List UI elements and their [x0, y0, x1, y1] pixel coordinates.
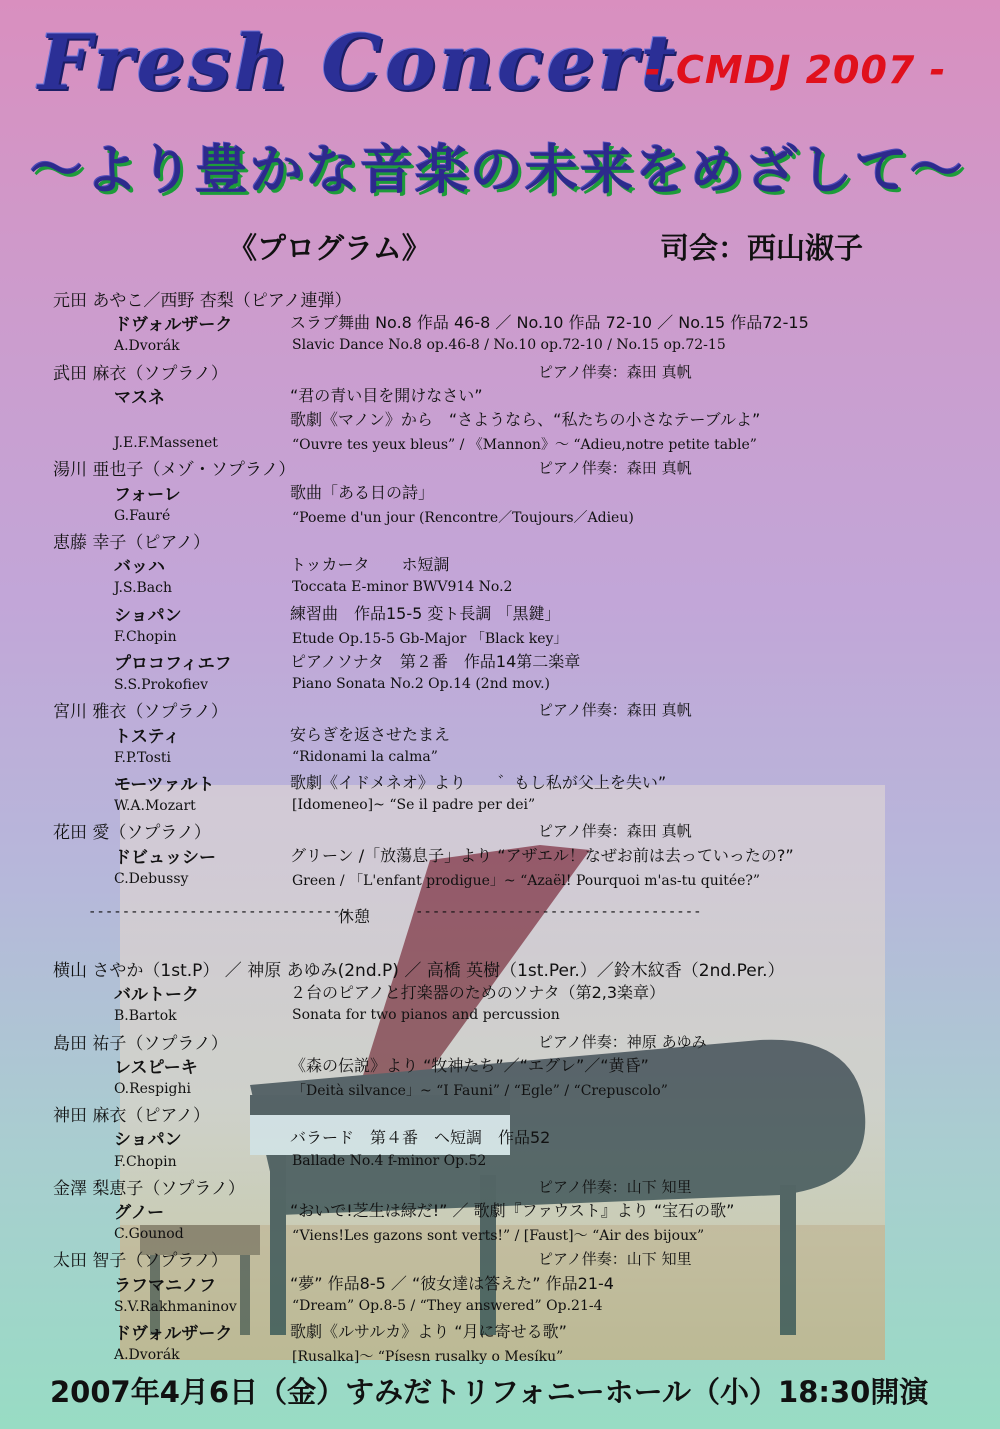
program-row — [0, 334, 1000, 358]
work-title-ja: 歌劇《マノン》から “さようなら、“私たちの小さなテーブルよ” — [290, 410, 761, 429]
work-title-ja: ２台のピアノと打楽器のためのソナタ（第2,3楽章） — [290, 983, 666, 1003]
performer-row — [0, 455, 1000, 479]
work-title-en: “Viens!Les gazons sont verts!” / [Faust]〜 “Air des bijoux” — [292, 1228, 705, 1245]
program-row — [0, 722, 1000, 746]
composer-name-ja: ドビュッシー — [114, 847, 216, 868]
work-title-ja: グリーン /「放蕩息子」より “アザエル！なぜお前は去っていったの?” — [290, 845, 794, 865]
performer-name: 神田 麻衣（ピアノ） — [53, 1106, 211, 1127]
work-title-ja: スラブ舞曲 No.8 作品 46-8 ／ No.10 作品 72-10 ／ No.15 作品72-15 — [290, 313, 809, 333]
composer-name-ja: トスティ — [114, 726, 181, 747]
composer-name-en: A.Dvorák — [114, 338, 180, 355]
program-row — [0, 649, 1000, 673]
composer-name-ja: ラフマニノフ — [114, 1275, 216, 1296]
composer-name-ja: マスネ — [114, 387, 165, 408]
performer-row — [0, 1101, 1000, 1125]
program-row — [0, 770, 1000, 794]
concert-subtitle: - CMDJ 2007 - — [645, 48, 947, 92]
program-row — [0, 504, 1000, 528]
work-title-en: Toccata E-minor BWV914 No.2 — [292, 579, 513, 596]
accompanist-name: ピアノ伴奏：森田 真帆 — [538, 459, 692, 478]
performer-row — [0, 359, 1000, 383]
performer-row — [0, 528, 1000, 552]
program-row — [0, 1125, 1000, 1149]
work-title-en: Slavic Dance No.8 op.46-8 / No.10 op.72-10 / No.15 op.72-15 — [292, 337, 726, 354]
intermission-dashes-right: ---------------------------------- — [415, 904, 702, 920]
work-title-ja: 歌曲「ある日の詩」 — [290, 482, 435, 502]
work-title-ja: “君の青い目を開けなさい” — [290, 385, 483, 405]
composer-name-ja: ショパン — [114, 605, 182, 626]
performer-name: 武田 麻衣（ソプラノ） — [53, 363, 228, 384]
program-row — [0, 1004, 1000, 1028]
intermission-dashes-left: ------------------------------- — [88, 904, 350, 920]
program-row — [0, 480, 1000, 504]
composer-name-en: F.P.Tosti — [114, 749, 171, 766]
composer-name-ja: モーツァルト — [114, 775, 215, 795]
accompanist-name: ピアノ伴奏：森田 真帆 — [538, 822, 692, 841]
accompanist-name: ピアノ伴奏：山下 知里 — [538, 1177, 692, 1196]
performer-name: 宮川 雅衣（ソプラノ） — [53, 702, 228, 723]
performer-name: 花田 愛（ソプラノ） — [53, 823, 211, 844]
composer-name-en: S.V.Rakhmaninov — [114, 1298, 237, 1315]
program-row — [0, 1222, 1000, 1246]
program-row — [0, 625, 1000, 649]
composer-name-ja: ドヴォルザーク — [114, 315, 233, 336]
composer-name-ja: ショパン — [114, 1130, 182, 1151]
intermission-label: 休憩 — [338, 907, 371, 926]
performer-name: 恵藤 幸子（ピアノ） — [53, 533, 211, 553]
performer-name: 湯川 亜也子（メゾ・ソプラノ） — [53, 460, 296, 481]
performer-row — [0, 1029, 1000, 1053]
performer-row — [0, 697, 1000, 721]
intermission-row — [0, 904, 1000, 928]
program-row — [0, 1343, 1000, 1367]
composer-name-en: F.Chopin — [114, 628, 177, 645]
work-title-en: Piano Sonata No.2 Op.14 (2nd mov.) — [292, 676, 551, 693]
accompanist-name: ピアノ伴奏：神原 あゆみ — [538, 1032, 707, 1051]
composer-name-ja: レスピーキ — [114, 1057, 198, 1078]
composer-name-en: C.Debussy — [114, 870, 189, 887]
performer-name: 元田 あやこ／西野 杏梨（ピアノ連弾） — [53, 291, 352, 311]
program-row — [0, 1271, 1000, 1295]
program-row — [0, 1077, 1000, 1101]
performer-row — [0, 956, 1000, 980]
composer-name-en: A.Dvorák — [114, 1347, 180, 1364]
program-heading: 《プログラム》 — [228, 231, 431, 265]
work-title-ja: 《森の伝説》より “牧神たち”／“エグレ”／“黄昏” — [290, 1055, 649, 1075]
work-title-en: “Ridonami la calma” — [292, 748, 438, 765]
program-row — [0, 746, 1000, 770]
performer-name: 横山 さやか（1st.P） ／ 神原 あゆみ(2nd.P) ／ 高橋 英樹（1st.Per.）／鈴木紋香（2nd.Per.） — [53, 961, 785, 981]
program-row — [0, 601, 1000, 625]
composer-name-en: J.S.Bach — [114, 580, 173, 597]
program-row — [0, 1150, 1000, 1174]
program-row — [0, 1053, 1000, 1077]
work-title-ja: 安らぎを返させたまえ — [290, 724, 451, 744]
composer-name-en: S.S.Prokofiev — [114, 677, 209, 694]
composer-name-en: W.A.Mozart — [114, 798, 196, 815]
program-row — [0, 576, 1000, 600]
program-row — [0, 552, 1000, 576]
work-title-en: [Rusalka]〜 “Písesn rusalky o Mesíku” — [292, 1349, 564, 1366]
composer-name-ja: バッハ — [114, 557, 165, 578]
accompanist-name: ピアノ伴奏：森田 真帆 — [538, 701, 692, 720]
program-row — [0, 310, 1000, 334]
work-title-ja: 練習曲 作品15-5 変ト長調 「黒鍵」 — [290, 603, 561, 623]
composer-name-en: G.Fauré — [114, 507, 171, 524]
composer-name-en: C.Gounod — [114, 1226, 184, 1243]
accompanist-name: ピアノ伴奏：森田 真帆 — [538, 362, 692, 381]
program-row — [0, 431, 1000, 455]
composer-name-en: O.Respighi — [114, 1081, 192, 1097]
performer-row — [0, 818, 1000, 842]
performer-row — [0, 1246, 1000, 1270]
program-row — [0, 1295, 1000, 1319]
composer-name-ja: フォーレ — [114, 484, 181, 505]
performer-name: 金澤 梨恵子（ソプラノ） — [53, 1178, 245, 1199]
work-title-en: Green / 「L'enfant prodigue」~ “Azaël! Pourquoi m'as-tu quitée?” — [292, 872, 761, 889]
program-row — [0, 980, 1000, 1004]
work-title-en: Etude Op.15-5 Gb-Major 「Black key」 — [292, 630, 568, 647]
performer-row — [0, 1174, 1000, 1198]
work-title-en: “Dream” Op.8-5 / “They answered” Op.21-4 — [292, 1297, 603, 1314]
concert-date-venue: 2007年4月6日（金）すみだトリフォニーホール（小）18:30開演 — [50, 1375, 929, 1409]
composer-name-en: F.Chopin — [114, 1153, 177, 1170]
work-title-en: [Idomeneo]~ “Se il padre per dei” — [292, 797, 536, 814]
program-row — [0, 407, 1000, 431]
composer-name-ja: グノー — [114, 1203, 165, 1223]
work-title-ja: “夢” 作品8-5 ／ “彼女達は答えた” 作品21-4 — [290, 1273, 614, 1293]
work-title-ja: バラード 第４番 ヘ短調 作品52 — [290, 1128, 551, 1148]
concert-tagline: 〜より豊かな音楽の未来をめざして〜 — [30, 140, 965, 201]
work-title-ja: 歌劇《ルサルカ》より “月に寄せる歌” — [290, 1322, 567, 1341]
concert-title: Fresh Concert — [38, 18, 679, 107]
program-row — [0, 673, 1000, 697]
performer-name: 島田 祐子（ソプラノ） — [53, 1033, 228, 1054]
composer-name-ja: バルトーク — [114, 985, 199, 1006]
program-row — [0, 867, 1000, 891]
work-title-en: “Poeme d'un jour (Rencontre／Toujours／Adieu) — [292, 509, 634, 526]
program-row — [0, 383, 1000, 407]
composer-name-en: B.Bartok — [114, 1008, 177, 1025]
program-row — [0, 843, 1000, 867]
work-title-en: 「Deità silvance」~ “I Fauni” / “Egle” / “Crepuscolo” — [292, 1083, 668, 1099]
composer-name-en: J.E.F.Massenet — [114, 435, 218, 452]
work-title-en: Sonata for two pianos and percussion — [292, 1007, 560, 1024]
accompanist-name: ピアノ伴奏：山下 知里 — [538, 1250, 692, 1269]
work-title-en: “Ouvre tes yeux bleus” / 《Mannon》〜 “Adieu,notre petite table” — [292, 437, 757, 454]
work-title-ja: ピアノソナタ 第２番 作品14第二楽章 — [290, 652, 581, 671]
performer-row — [0, 286, 1000, 310]
program-row — [0, 1319, 1000, 1343]
program-row — [0, 1198, 1000, 1222]
poster-header — [0, 0, 1000, 200]
composer-name-ja: プロコフィエフ — [114, 654, 232, 674]
work-title-en: Ballade No.4 f-minor Op.52 — [292, 1152, 487, 1169]
work-title-ja: 歌劇《イドメネオ》より ゛もし私が父上を失い” — [290, 773, 667, 792]
work-title-ja: “おいで!芝生は緑だ!” ／ 歌劇『ファウスト』より “宝石の歌” — [290, 1201, 735, 1220]
program-row — [0, 794, 1000, 818]
composer-name-ja: ドヴォルザーク — [114, 1324, 233, 1344]
work-title-ja: トッカータ ホ短調 — [290, 555, 450, 575]
master-of-ceremonies: 司会：西山淑子 — [660, 231, 864, 265]
performer-name: 太田 智子（ソプラノ） — [53, 1251, 228, 1272]
